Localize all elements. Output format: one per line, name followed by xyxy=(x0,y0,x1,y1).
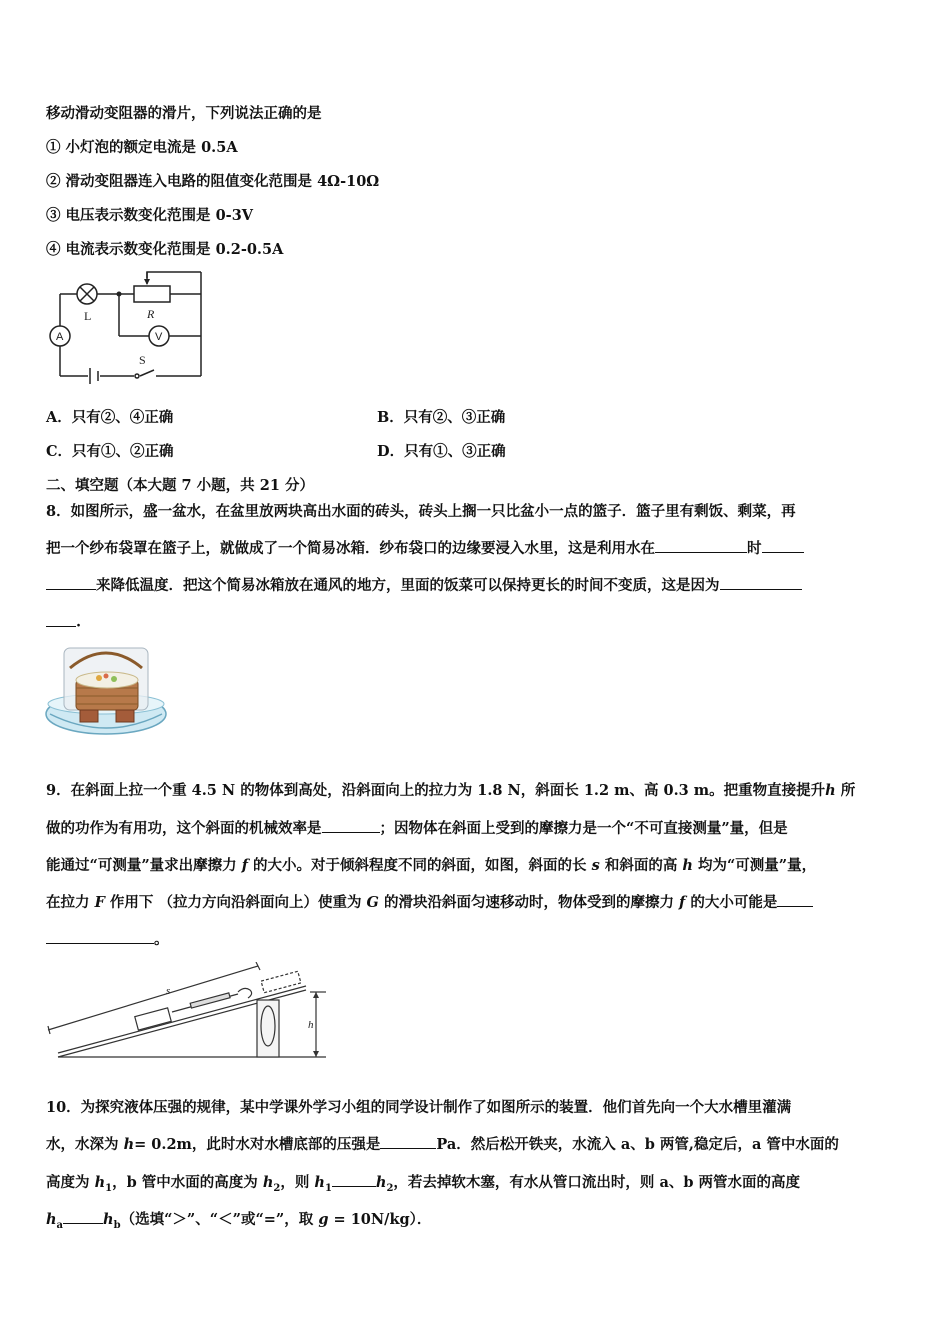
section-heading: 二、填空题（本大题 7 小题，共 21 分） xyxy=(46,477,314,494)
q9-blank-2-cont[interactable] xyxy=(46,929,154,945)
q10-var-hb: h xyxy=(103,1211,114,1228)
q9-var-f: f xyxy=(241,857,248,874)
q7-option-a: A．只有②、④正确 xyxy=(46,409,174,426)
ammeter-label: A xyxy=(56,331,64,343)
q7-stem-tail: 移动滑动变阻器的滑片，下列说法正确的是 xyxy=(46,105,322,122)
q10-text-3a: 高度为 xyxy=(46,1174,95,1191)
q9-var-G: G xyxy=(366,894,379,911)
q8-line-4 xyxy=(46,611,81,631)
rheostat-label: R xyxy=(147,307,155,321)
q10-sub-b: b xyxy=(113,1219,121,1231)
q10-text-2c: Pa．然后松开铁夹，水流入 a、b 两管,稳定后，a 管中水面的 xyxy=(436,1136,839,1153)
q9-line-2 xyxy=(46,817,788,838)
q10-text-4b: （选填“＞”、“＜”或“=”，取 xyxy=(120,1211,319,1228)
q9-var-h2: h xyxy=(682,857,693,874)
q10-line-4 xyxy=(46,1208,431,1231)
q10-line-2 xyxy=(46,1133,839,1154)
q10-blank-2[interactable] xyxy=(332,1172,376,1188)
q10-text-3c: ，则 xyxy=(280,1174,315,1191)
q9-text-4a: 在拉力 xyxy=(46,894,95,911)
q9-text-4b: 作用下 （拉力方向沿斜面向上）使重为 xyxy=(104,894,367,911)
q9-text-5: 。 xyxy=(154,931,169,948)
q8-text-4: . xyxy=(76,613,82,631)
q8-blank-2-cont[interactable] xyxy=(46,575,96,591)
q8-line-3 xyxy=(46,574,802,595)
q9-line-3 xyxy=(46,854,816,875)
q10-var-h1: h xyxy=(94,1174,106,1191)
q8-line-2 xyxy=(46,537,804,558)
q10-sub-1: 1 xyxy=(105,1182,113,1194)
q10-sub-2-b: 2 xyxy=(386,1182,394,1194)
q8-blank-3[interactable] xyxy=(720,575,802,591)
q9-text-3b: 的大小。对于倾斜程度不同的斜面，如图，斜面的长 xyxy=(247,857,592,874)
q10-blank-3[interactable] xyxy=(63,1209,103,1225)
q9-var-f2: f xyxy=(679,894,686,911)
q10-var-h1-b: h xyxy=(314,1174,325,1191)
q10-blank-1[interactable] xyxy=(380,1134,436,1150)
q8-blank-2[interactable] xyxy=(762,538,804,554)
q8-text-2b: 时 xyxy=(747,540,762,557)
q9-text-1a: 9．在斜面上拉一个重 4.5 N 的物体到高处，沿斜面向上的拉力为 1.8 N，斜面长 1.2 m、高 0.3 m。把重物直接提升 xyxy=(46,782,826,799)
q9-line-4 xyxy=(46,891,813,912)
q7-statement-4: ④ 电流表示数变化范围是 0.2-0.5A xyxy=(46,241,284,258)
basket-fridge-illustration xyxy=(44,646,170,740)
circuit-diagram xyxy=(44,268,214,386)
q7-statement-3: ③ 电压表示数变化范围是 0-3V xyxy=(46,207,254,224)
q10-sub-2: 2 xyxy=(273,1182,281,1194)
q10-var-h2: h xyxy=(262,1174,274,1191)
q7-statement-1: ① 小灯泡的额定电流是 0.5A xyxy=(46,139,238,156)
q8-line-1: 8．如图所示，盛一盆水，在盆里放两块高出水面的砖头，砖头上搁一只比盆小一点的篮子．篮子里有剩饭、剩菜，再 xyxy=(46,503,796,520)
q8-blank-1[interactable] xyxy=(655,538,747,554)
q8-text-2a: 把一个纱布袋罩在篮子上，就做成了一个简易冰箱．纱布袋口的边缘要浸入水里，这是利用水在 xyxy=(46,540,655,557)
q10-text-2a: 水，水深为 xyxy=(46,1136,124,1153)
q10-text-2b: = 0.2m，此时水对水槽底部的压强是 xyxy=(134,1136,381,1153)
q9-text-3c: 和斜面的高 xyxy=(599,857,683,874)
q10-line-3 xyxy=(46,1171,800,1194)
q10-var-h: h xyxy=(123,1136,135,1153)
q10-var-ha: h xyxy=(46,1211,57,1228)
incline-label-h: h xyxy=(308,1019,314,1031)
q7-option-d: D．只有①、③正确 xyxy=(377,443,506,460)
q10-text-4c: = 10N/kg）． xyxy=(328,1211,432,1228)
incline-diagram xyxy=(44,962,334,1062)
q9-line-5 xyxy=(46,928,169,949)
q10-var-g: g xyxy=(318,1211,329,1228)
q10-line-1: 10．为探究液体压强的规律，某中学课外学习小组的同学设计制作了如图所示的装置．他们首先向一个大水槽里灌满 xyxy=(46,1099,792,1116)
q7-option-c: C．只有①、②正确 xyxy=(46,443,174,460)
q9-text-1b: 所 xyxy=(835,782,856,799)
q9-text-4c: 的滑块沿斜面匀速移动时，物体受到的摩擦力 xyxy=(378,894,680,911)
q8-blank-3-cont[interactable] xyxy=(46,611,76,627)
q9-var-h: h xyxy=(825,782,836,799)
q9-text-2b: ；因物体在斜面上受到的摩擦力是一个“不可直接测量”量，但是 xyxy=(379,820,788,837)
incline-label-s: s xyxy=(166,985,171,997)
q9-text-4d: 的大小可能是 xyxy=(685,894,778,911)
q7-option-b: B．只有②、③正确 xyxy=(377,409,506,426)
q8-text-3a: 来降低温度．把这个简易冰箱放在通风的地方，里面的饭菜可以保持更长的时间不变质，这是因为 xyxy=(96,577,720,594)
q7-statement-2: ② 滑动变阻器连入电路的阻值变化范围是 4Ω-10Ω xyxy=(46,173,380,190)
q10-text-3b: ，b 管中水面的高度为 xyxy=(112,1174,263,1191)
q10-sub-1-b: 1 xyxy=(324,1182,332,1194)
q9-text-3a: 能通过“可测量”量求出摩擦力 xyxy=(46,857,242,874)
q9-var-s: s xyxy=(591,857,600,874)
q10-sub-a: a xyxy=(56,1219,64,1231)
q10-var-h2-b: h xyxy=(375,1174,387,1191)
switch-label: S xyxy=(139,353,146,367)
q10-text-3d: ，若去掉软木塞，有水从管口流出时，则 a、b 两管水面的高度 xyxy=(393,1174,801,1191)
q9-var-F: F xyxy=(94,894,105,911)
q9-text-3d: 均为“可测量”量， xyxy=(692,857,817,874)
q9-line-1 xyxy=(46,779,855,800)
voltmeter-label: V xyxy=(155,331,163,343)
q9-blank-1[interactable] xyxy=(322,818,380,834)
q9-blank-2[interactable] xyxy=(777,892,813,908)
lamp-label: L xyxy=(84,309,92,323)
q9-text-2a: 做的功作为有用功，这个斜面的机械效率是 xyxy=(46,820,322,837)
